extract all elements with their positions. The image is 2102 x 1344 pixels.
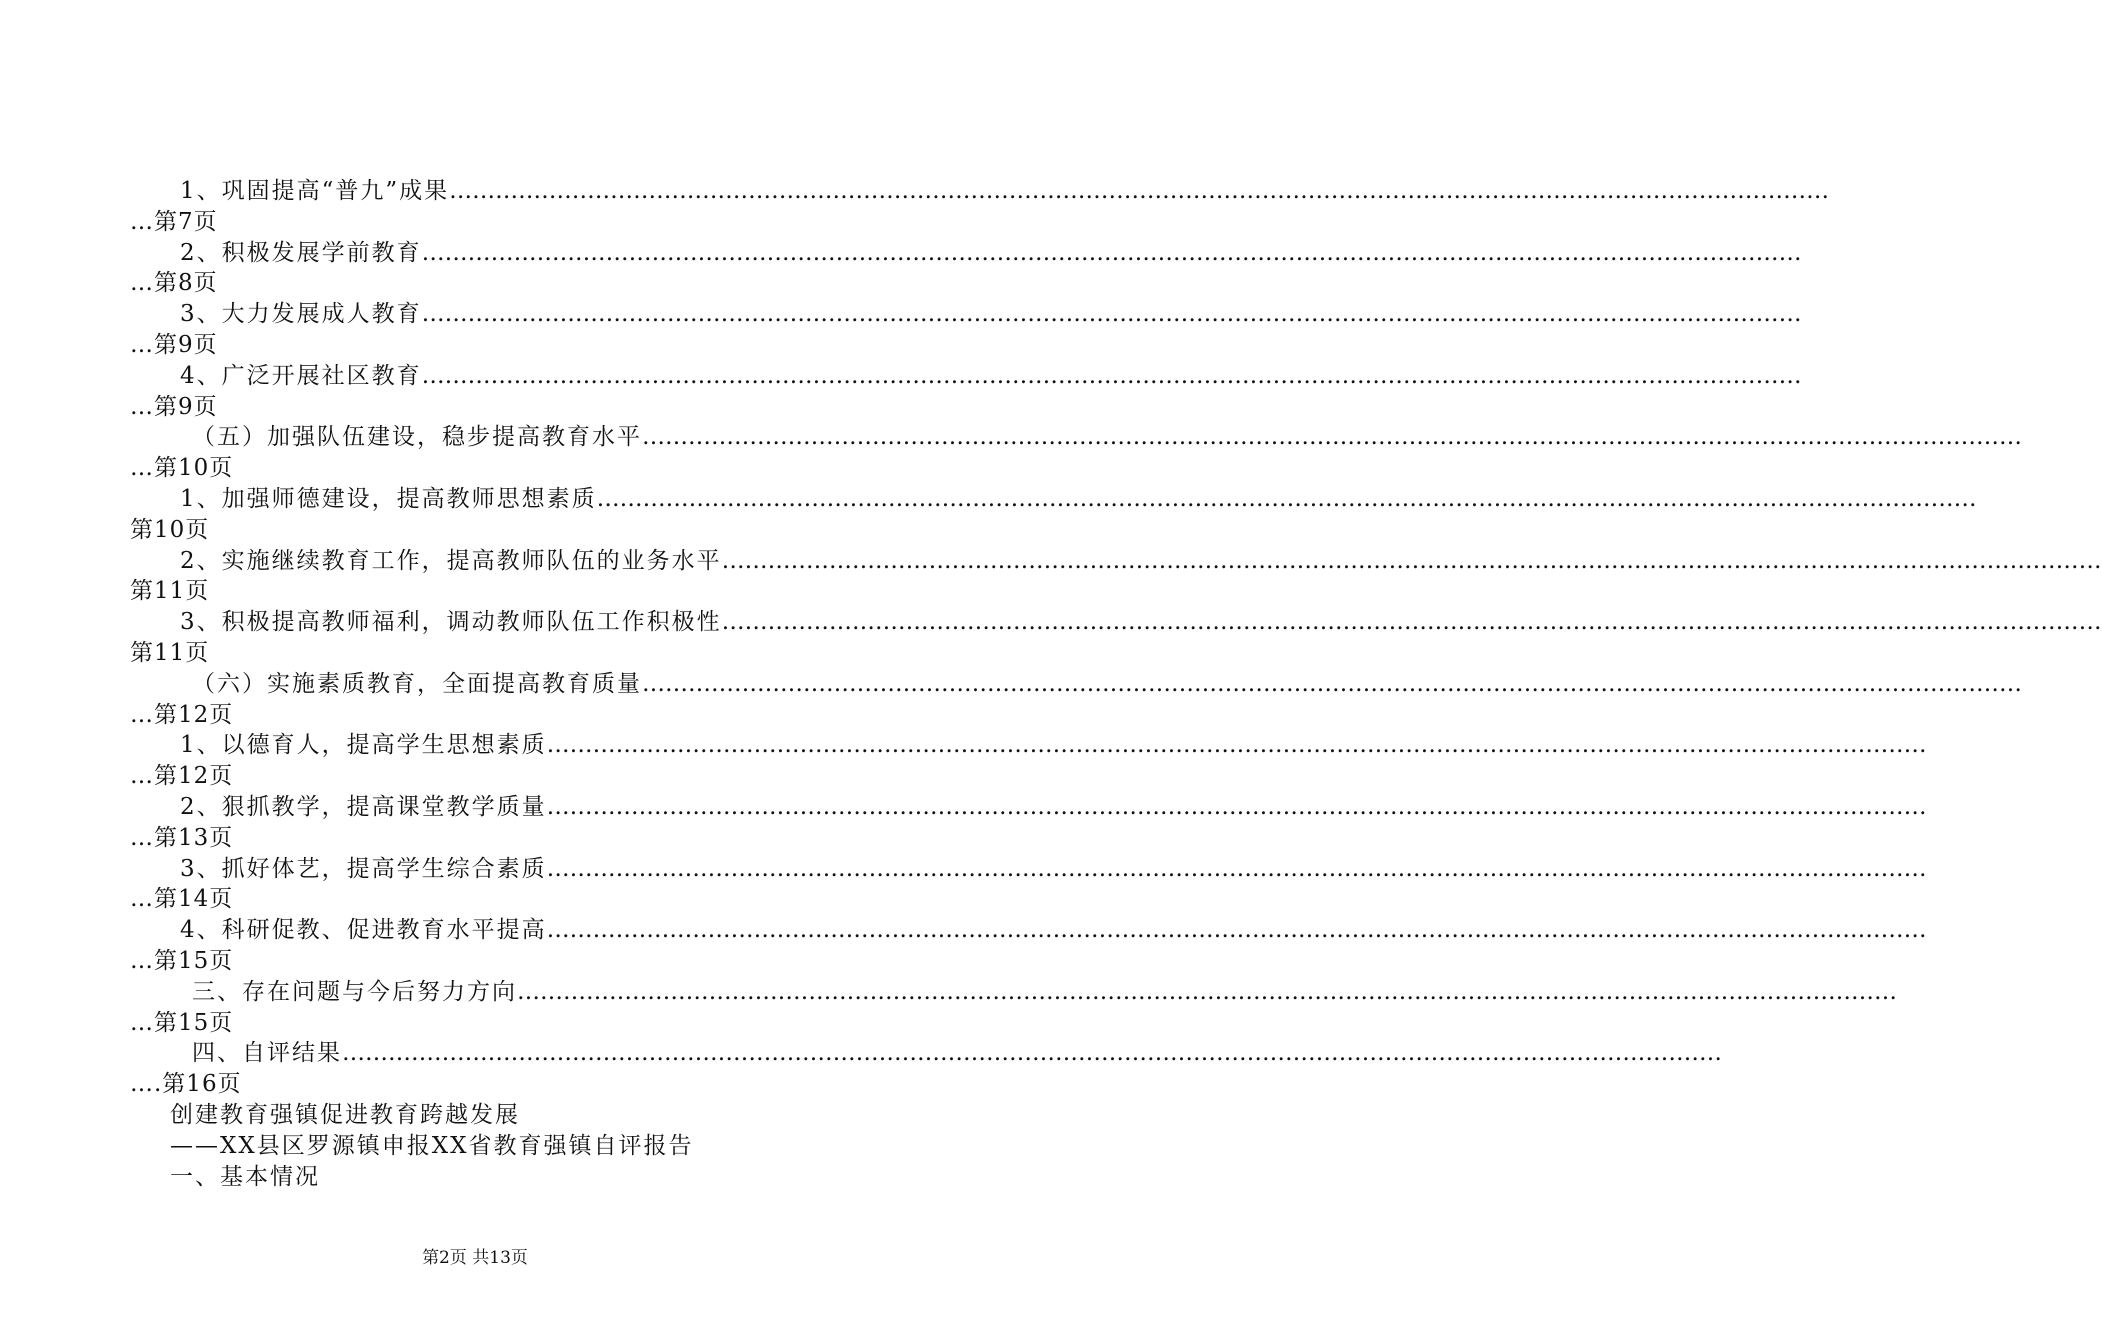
toc-entry-label: 2、实施继续教育工作，提高教师队伍的业务水平 (180, 547, 722, 574)
toc-entry-label: （五）加强队伍建设，稳步提高教育水平 (192, 424, 642, 451)
document-content (130, 176, 2102, 1192)
toc-dot-leader: ……………………………………………………………………………………………………………………………………………………………… (449, 178, 1830, 204)
toc-dot-leader: ……………………………………………………………………………………………………………………………………………………………… (596, 485, 1977, 512)
toc-entry-page: …第12页 (130, 763, 234, 790)
toc-entry-label: 1、巩固提高“普九”成果 (180, 178, 450, 204)
toc-entry (130, 1038, 1722, 1069)
toc-entry-label: 3、抓好体艺，提高学生综合素质 (180, 855, 547, 882)
toc-dot-leader: ……………………………………………………………………………………………………………………………………………………………… (546, 793, 1927, 820)
toc-entry-label: 3、积极提高教师福利，调动教师队伍工作积极性 (180, 609, 722, 636)
toc-entry-page: …第9页 (130, 331, 218, 358)
toc-entry (130, 299, 1802, 330)
report-title: 创建教育强镇促进教育跨越发展 (170, 1101, 520, 1128)
toc-entry (130, 669, 2022, 700)
toc-entry (130, 422, 2022, 453)
toc-entry (130, 977, 1897, 1008)
toc-entry (130, 484, 1977, 515)
toc-entry-page: …第7页 (130, 208, 218, 235)
toc-dot-leader: ……………………………………………………………………………………………………………………………………………………………… (721, 609, 2102, 636)
toc-dot-leader: ……………………………………………………………………………………………………………………………………………………………… (421, 301, 1802, 328)
toc-entry (130, 730, 1927, 761)
report-subtitle: ——XX县区罗源镇申报XX省教育强镇自评报告 (170, 1132, 694, 1159)
toc-entry-page: …第12页 (130, 701, 234, 728)
toc-entry (130, 607, 2102, 638)
toc-entry (130, 854, 1927, 885)
toc-dot-leader: ……………………………………………………………………………………………………………………………………………………………… (642, 424, 2022, 451)
toc-dot-leader: ……………………………………………………………………………………………………………………………………………………………… (546, 732, 1927, 759)
toc-entry-page: …第15页 (130, 1009, 234, 1036)
toc-entry-label: （六）实施素质教育，全面提高教育质量 (192, 670, 642, 697)
toc-entry-label: 四、自评结果 (192, 1040, 342, 1067)
toc-entry (130, 176, 1830, 207)
toc-entry-label: 4、广泛开展社区教育 (180, 362, 422, 389)
page-footer: 第2页 共13页 (422, 1248, 528, 1268)
toc-entry-page: 第11页 (130, 578, 210, 605)
toc-dot-leader: ……………………………………………………………………………………………………………………………………………………………… (546, 855, 1927, 882)
toc-entry (130, 361, 1802, 392)
toc-dot-leader: ……………………………………………………………………………………………………………………………………………………………… (342, 1040, 1722, 1067)
toc-dot-leader: ……………………………………………………………………………………………………………………………………………………………… (546, 917, 1927, 944)
toc-entry (130, 238, 1802, 269)
toc-entry-label: 1、以德育人，提高学生思想素质 (180, 732, 547, 759)
toc-entry-label: 2、狠抓教学，提高课堂教学质量 (180, 793, 547, 820)
toc-entry-page: 第11页 (130, 639, 210, 666)
toc-dot-leader: ……………………………………………………………………………………………………………………………………………………………… (421, 239, 1802, 266)
toc-dot-leader: ……………………………………………………………………………………………………………………………………………………………… (642, 670, 2022, 697)
toc-entry (130, 792, 1927, 823)
toc-entry-label: 4、科研促教、促进教育水平提高 (180, 917, 547, 944)
toc-entry-page: …第15页 (130, 947, 234, 974)
toc-entry-page: …第10页 (130, 455, 234, 482)
toc-entry-label: 3、大力发展成人教育 (180, 301, 422, 328)
toc-entry-page: ….第16页 (130, 1071, 242, 1098)
toc-entry-page: …第13页 (130, 824, 234, 851)
toc-dot-leader: ……………………………………………………………………………………………………………………………………………………………… (517, 978, 1897, 1005)
toc-entry-label: 1、加强师德建设，提高教师思想素质 (180, 485, 597, 512)
toc-entry-page: 第10页 (130, 516, 210, 543)
toc-entry-page: …第14页 (130, 886, 234, 913)
toc-entry-label: 2、积极发展学前教育 (180, 239, 422, 266)
toc-dot-leader: ……………………………………………………………………………………………………………………………………………………………… (421, 362, 1802, 389)
toc-entry-page: …第9页 (130, 393, 218, 420)
table-of-contents (130, 176, 2102, 1100)
toc-entry-label: 三、存在问题与今后努力方向 (192, 978, 517, 1005)
toc-entry (130, 546, 2102, 577)
section-heading: 一、基本情况 (170, 1163, 320, 1190)
toc-entry-page: …第8页 (130, 270, 218, 297)
toc-dot-leader: ……………………………………………………………………………………………………………………………………………………………… (721, 547, 2102, 574)
toc-entry (130, 915, 1927, 946)
